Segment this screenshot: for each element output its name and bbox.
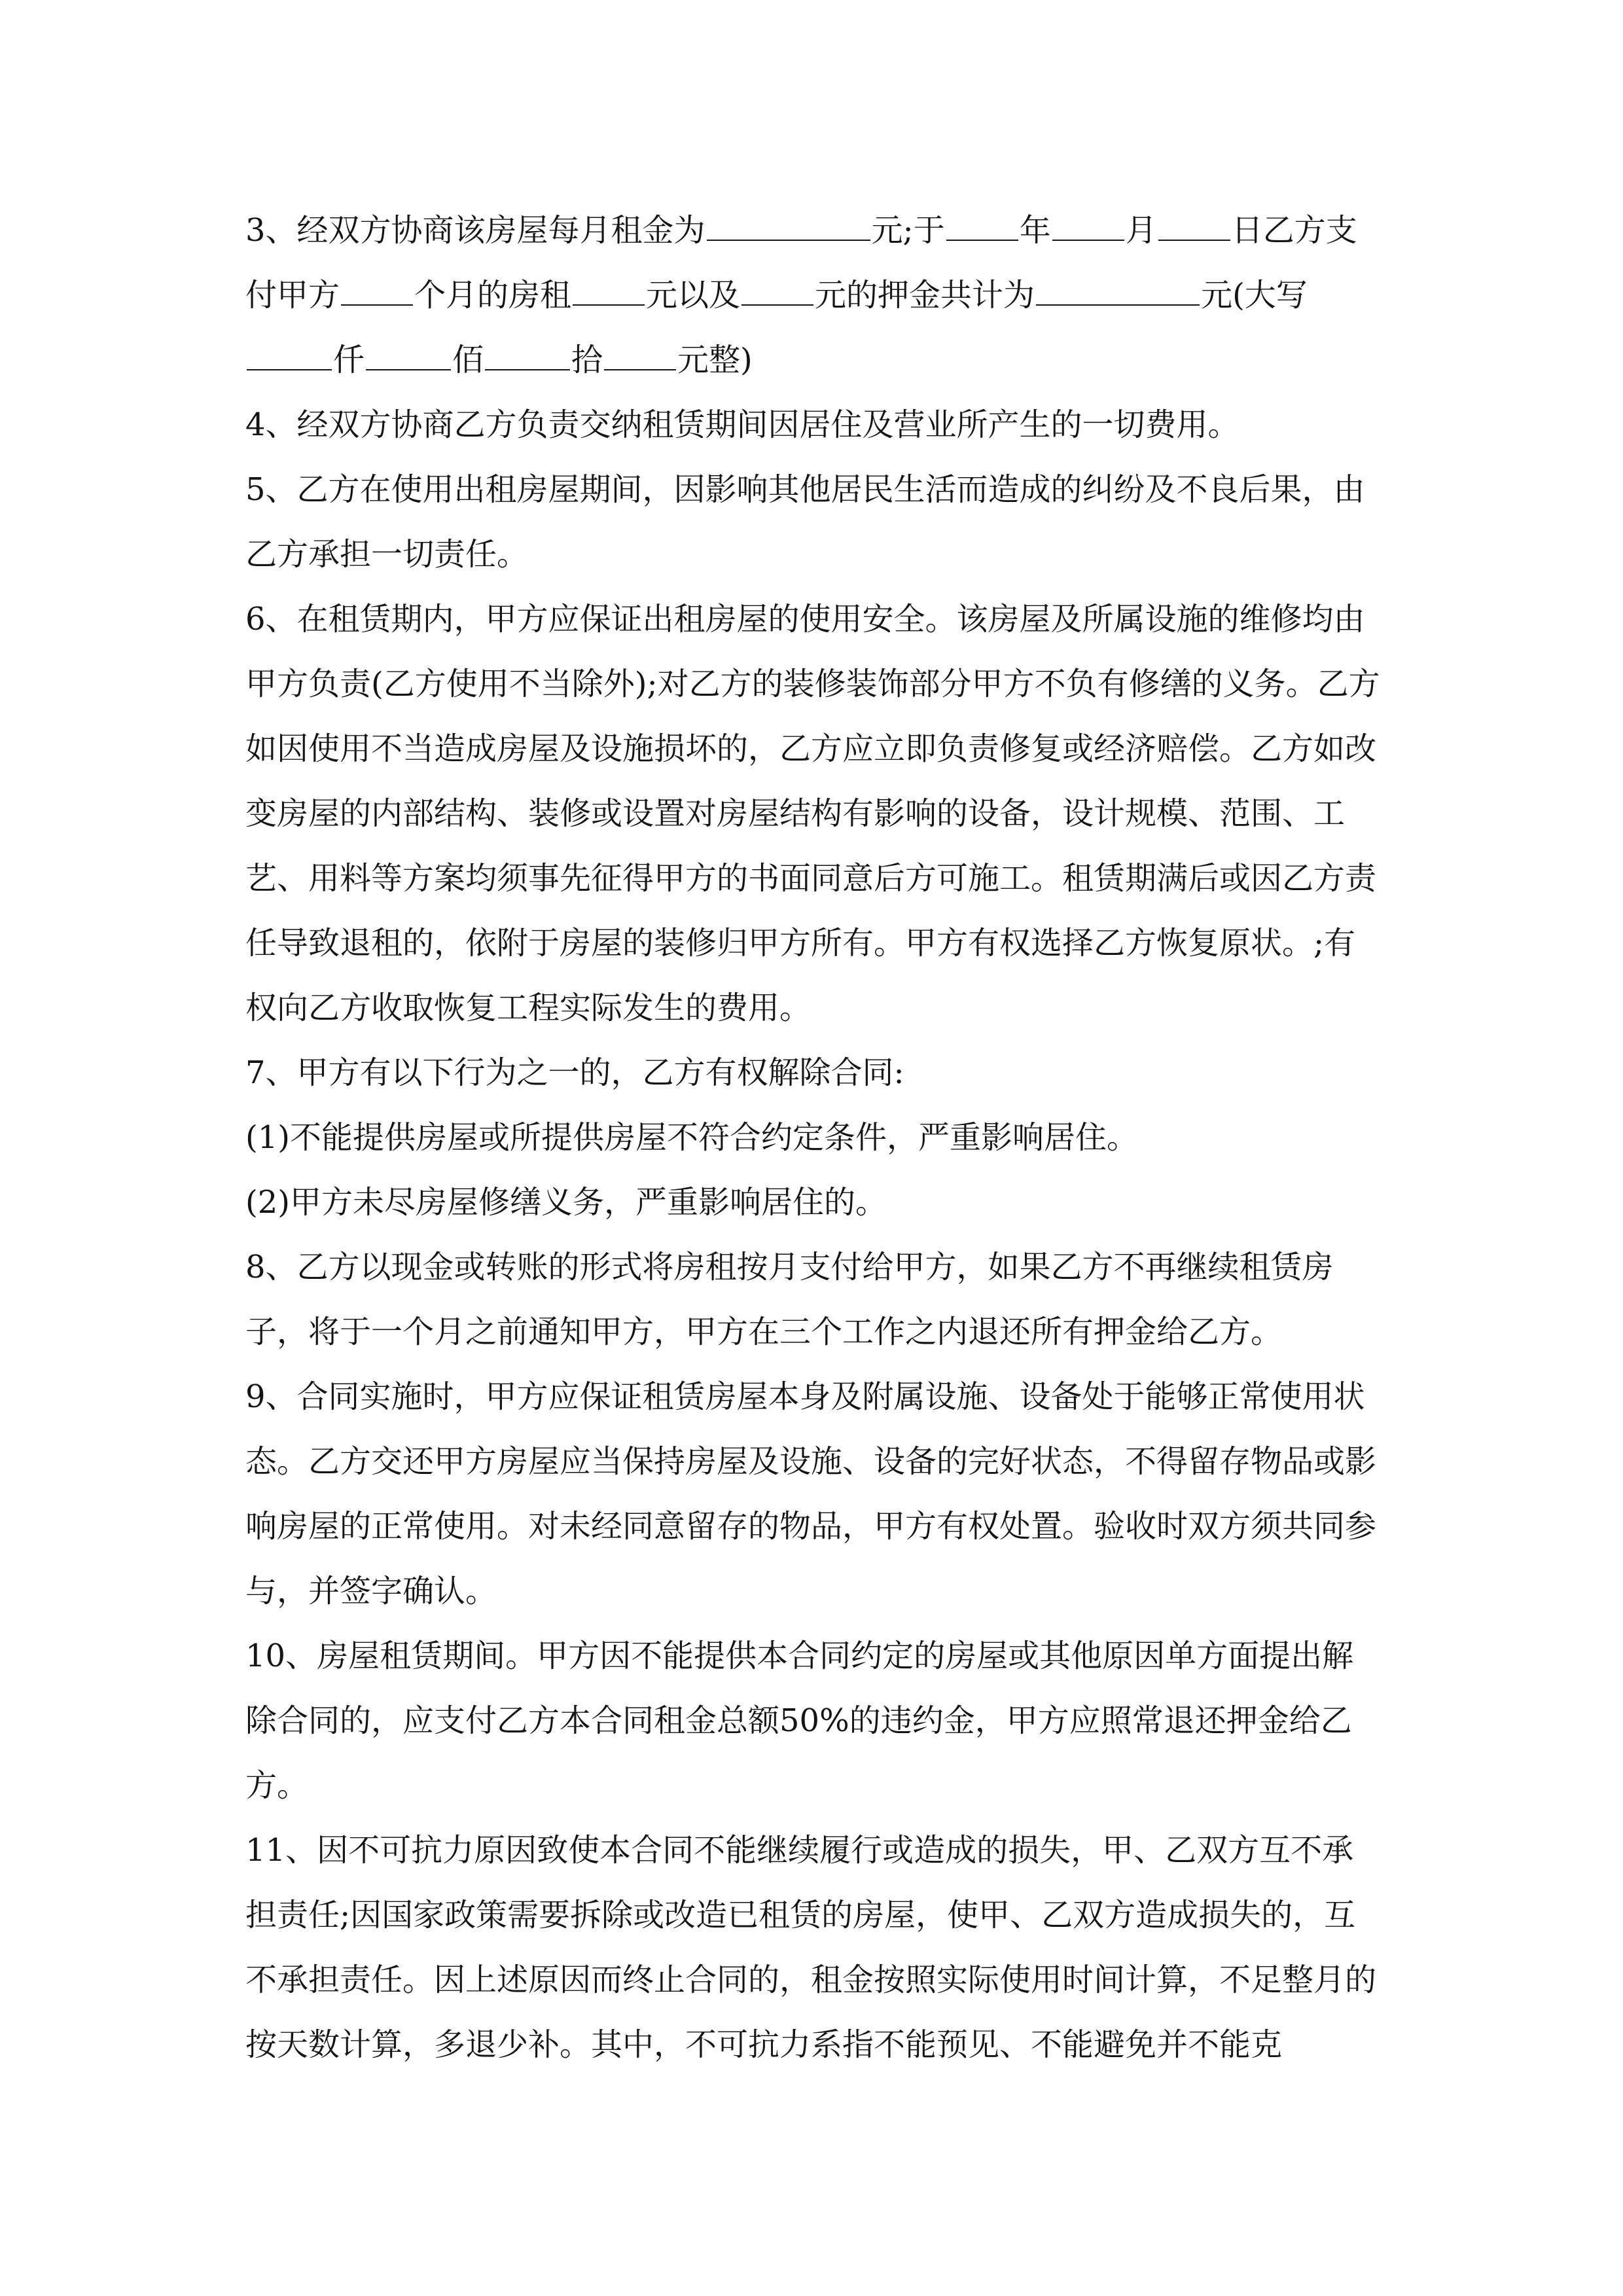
- year-blank: [946, 211, 1018, 241]
- tens-blank: [485, 340, 570, 370]
- clause-11: 11、因不可抗力原因致使本合同不能继续履行或造成的损失，甲、乙双方互不承担责任;因国家政策需要拆除或改造已租赁的房屋，使甲、乙双方造成损失的，互不承担责任。因上述原因而终止合同的，租金按照实际使用时间计算，不足整月的按天数计算，多退少补。其中，不可抗力系指不能预见、不能避免并不能克: [245, 1832, 1377, 2063]
- rent-amount-blank: [573, 276, 645, 306]
- clause-3-text: 日乙方支付甲方: [245, 212, 1357, 314]
- clause-3-text: 仟: [333, 342, 365, 378]
- clause-3-rent-payment: [245, 198, 1382, 393]
- clause-3-text: 元(大写: [1201, 277, 1308, 314]
- hundreds-blank: [366, 340, 451, 370]
- clause-3-text: 元;于: [871, 212, 945, 249]
- clause-3-text: 元以及: [646, 277, 741, 314]
- clause-3-text: 月: [1125, 212, 1157, 249]
- clause-3-text: 拾: [571, 342, 603, 378]
- clause-3-text: 年: [1019, 212, 1051, 249]
- months-count-blank: [341, 276, 413, 306]
- month-blank: [1052, 211, 1124, 241]
- clause-7-item-2: (2)甲方未尽房屋修缮义务，严重影响居住的。: [245, 1184, 887, 1221]
- contract-text: [245, 198, 1382, 2077]
- clause-3-text: 个月的房租: [414, 277, 572, 314]
- total-amount-blank: [1036, 276, 1200, 306]
- clause-3-text: 元的押金共计为: [815, 277, 1035, 314]
- units-blank: [604, 340, 676, 370]
- clause-10: 10、房屋租赁期间。甲方因不能提供本合同约定的房屋或其他原因单方面提出解除合同的，应支付乙方本合同租金总额50%的违约金，甲方应照常退还押金给乙方。: [245, 1638, 1354, 1804]
- clause-8: 8、乙方以现金或转账的形式将房租按月支付给甲方，如果乙方不再继续租赁房子，将于一个月之前通知甲方，甲方在三个工作之内退还所有押金给乙方。: [245, 1249, 1334, 1350]
- clause-3-text: 元整): [677, 342, 753, 378]
- clause-7: 7、甲方有以下行为之一的，乙方有权解除合同:: [245, 1054, 904, 1091]
- clause-6: 6、在租赁期内，甲方应保证出租房屋的使用安全。该房屋及所属设施的维修均由甲方负责(乙方使用不当除外);对乙方的装修装饰部分甲方不负有修缮的义务。乙方如因使用不当造成房屋及设施损坏的，乙方应立即负责修复或经济赔偿。乙方如改变房屋的内部结构、装修或设置对房屋结构有影响的设备，设计规模、范围、工艺、用料等方案均须事先征得甲方的书面同意后方可施工。租赁期满后或因乙方责任导致退租的，依附于房屋的装修归甲方所有。甲方有权选择乙方恢复原状。;有权向乙方收取恢复工程实际发生的费用。: [245, 601, 1380, 1026]
- clause-3-text: 佰: [452, 342, 484, 378]
- clause-7-item-1: (1)不能提供房屋或所提供房屋不符合约定条件，严重影响居住。: [245, 1119, 1138, 1156]
- clause-9: 9、合同实施时，甲方应保证租赁房屋本身及附属设施、设备处于能够正常使用状态。乙方交还甲方房屋应当保持房屋及设施、设备的完好状态，不得留存物品或影响房屋的正常使用。对未经同意留存的物品，甲方有权处置。验收时双方须共同参与，并签字确认。: [245, 1378, 1377, 1609]
- clause-5: 5、乙方在使用出租房屋期间，因影响其他居民生活而造成的纠纷及不良后果，由乙方承担一切责任。: [245, 471, 1365, 573]
- clause-3-text: 3、经双方协商该房屋每月租金为: [245, 212, 705, 249]
- monthly-rent-blank: [707, 211, 870, 241]
- deposit-blank: [741, 276, 813, 306]
- clause-4: 4、经双方协商乙方负责交纳租赁期间因居住及营业所产生的一切费用。: [245, 406, 1240, 443]
- thousands-blank: [247, 340, 332, 370]
- day-blank: [1158, 211, 1230, 241]
